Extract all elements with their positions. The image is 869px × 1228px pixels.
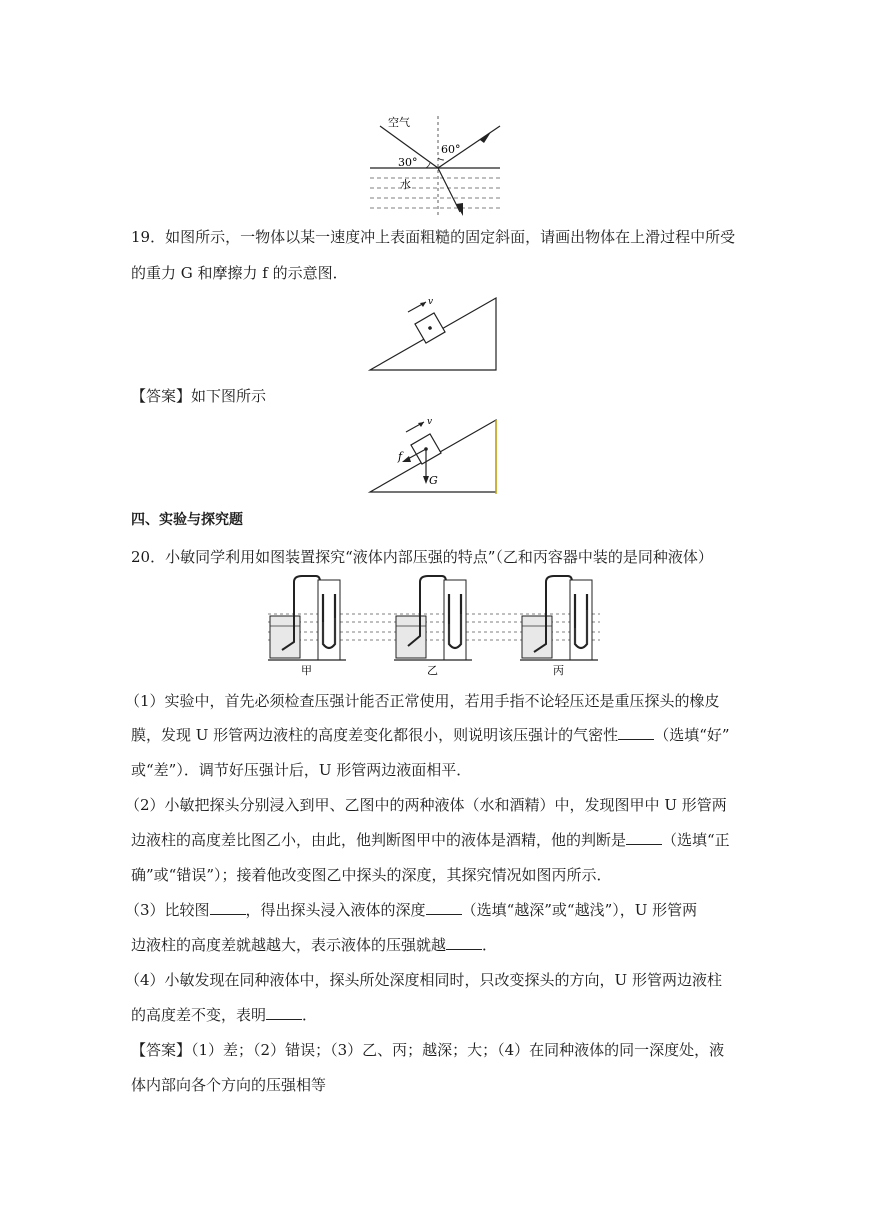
answer-blank [266, 1005, 302, 1020]
q20-part4-end: ． [302, 1006, 318, 1024]
gauge-setup-yi [394, 576, 472, 660]
q19-line2: 的重力 G 和摩擦力 f 的示意图． [131, 264, 348, 282]
section-4-heading: 四、实验与探究题 [131, 512, 243, 528]
refraction-figure [360, 112, 510, 217]
q20-part3-text-c: 边液柱的高度差就越越大，表示液体的压强就越 [131, 936, 447, 954]
answer-blank [626, 830, 662, 845]
q20-part3-text-a: （3）比较图 [125, 901, 210, 919]
label-jia: 甲 [301, 664, 312, 677]
q20-part1-line2 [131, 724, 730, 746]
answer-velocity-label: v [427, 417, 433, 427]
q20-part2-text: 边液柱的高度差比图乙小，由此，他判断图甲中的液体是酒精，他的判断是 [131, 831, 627, 849]
q20-part3-line2 [131, 934, 497, 956]
q20-part2-line3: 确”或“错误”）；接着他改变图乙中探头的深度，其探究情况如图丙所示． [131, 866, 612, 884]
q20-answer-line2: 体内部向各个方向的压强相等 [131, 1076, 327, 1094]
answer-blank [210, 900, 246, 915]
q19-answer: 【答案】如下图所示 [131, 387, 267, 405]
gauge-setup-bing [520, 576, 598, 660]
q20-part1-option: （选填“好” [654, 726, 730, 744]
incline-figure [368, 292, 500, 374]
q20-part4-line2 [131, 1004, 317, 1026]
air-label: 空气 [388, 116, 410, 129]
q20-part2-option: （选填“正 [662, 831, 730, 849]
q20-part4-text: 的高度差不变，表明 [131, 1006, 267, 1024]
answer-blank [426, 900, 462, 915]
friction-label: f [398, 450, 403, 463]
gravity-label: G [429, 474, 438, 487]
q20-part1-line1: （1）实验中，首先必须检查压强计能否正常使用，若用手指不论轻压还是重压探头的橡皮 [125, 692, 720, 710]
answer-blank [446, 935, 482, 950]
q20-part3-line1 [125, 899, 697, 921]
label-bing: 丙 [553, 664, 564, 677]
q20-part2-line2 [131, 829, 730, 851]
q20-part3-text-b: ，得出探头浸入液体的深度 [245, 901, 426, 919]
q20-part1-text: 膜，发现 U 形管两边液柱的高度差变化都很小，则说明该压强计的气密性 [131, 726, 619, 744]
q20-part3-option: （选填“越深”或“越浅”），U 形管两 [461, 901, 698, 919]
label-yi: 乙 [427, 664, 438, 677]
q20-part4-line1: （4）小敏发现在同种液体中，探头所处深度相同时，只改变探头的方向，U 形管两边液柱 [125, 971, 722, 989]
water-label: 水 [400, 178, 411, 191]
q20-part1-line3: 或“差”）．调节好压强计后，U 形管两边液面相平． [131, 761, 472, 779]
angle-30-label: 30° [398, 156, 418, 169]
angle-60-label: 60° [441, 143, 461, 156]
q19-line1: 19．如图所示，一物体以某一速度冲上表面粗糙的固定斜面，请画出物体在上滑过程中所受 [131, 228, 736, 246]
incline-answer-figure [366, 414, 502, 498]
q20-part2-line1: （2）小敏把探头分别浸入到甲、乙图中的两种液体（水和酒精）中，发现图甲中 U 形管两 [125, 796, 727, 814]
q20-answer-line1: 【答案】（1）差；（2）错误；（3）乙、丙；越深；大；（4）在同种液体的同一深度处，液 [131, 1041, 725, 1059]
q20-part3-end: ． [482, 936, 498, 954]
gauge-setup-jia [268, 576, 346, 660]
pressure-gauge-figure [268, 574, 600, 678]
q20-intro: 20．小敏同学利用如图装置探究“液体内部压强的特点”（乙和丙容器中装的是同种液体） [131, 548, 713, 566]
answer-blank [618, 725, 654, 740]
velocity-label: v [428, 297, 434, 307]
